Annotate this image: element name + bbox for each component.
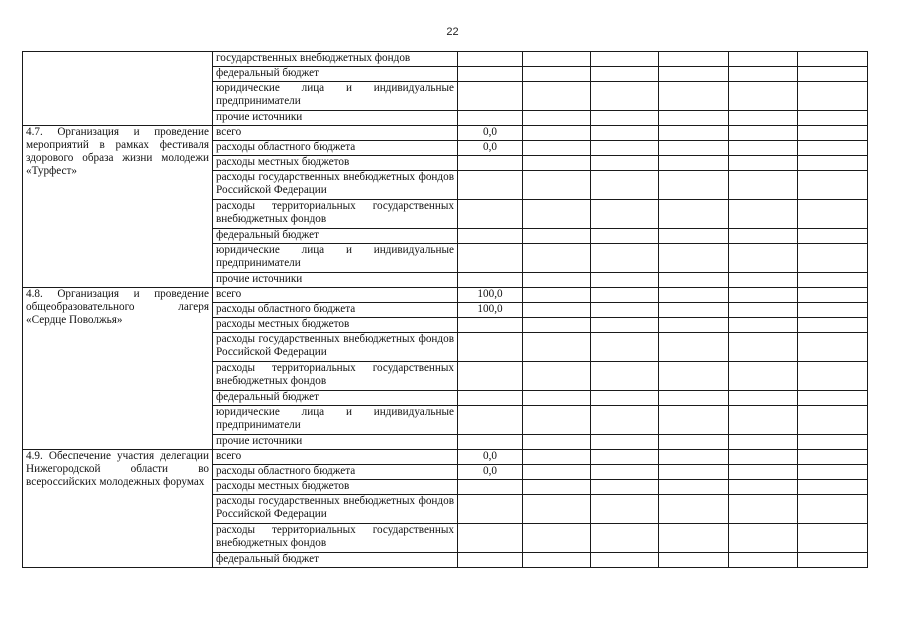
amount-cell: 0,0 [458, 465, 523, 480]
empty-cell [659, 52, 729, 67]
empty-cell [591, 435, 659, 450]
amount-cell: 0,0 [458, 141, 523, 156]
empty-cell [591, 406, 659, 435]
funding-source-cell: федеральный бюджет [213, 67, 458, 82]
empty-cell [591, 244, 659, 273]
empty-cell [798, 435, 868, 450]
amount-cell [458, 524, 523, 553]
event-name-cell: 4.8. Организация и проведение общеобразовательного лагеря «Сердце Поволжья» [23, 288, 213, 450]
empty-cell [798, 391, 868, 406]
table-row [23, 52, 868, 67]
amount-cell [458, 273, 523, 288]
empty-cell [798, 480, 868, 495]
empty-cell [659, 67, 729, 82]
table-body [23, 52, 868, 568]
empty-cell [659, 82, 729, 111]
empty-cell [659, 126, 729, 141]
empty-cell [523, 288, 591, 303]
empty-cell [729, 82, 798, 111]
amount-cell [458, 318, 523, 333]
empty-cell [729, 480, 798, 495]
empty-cell [523, 229, 591, 244]
amount-cell [458, 82, 523, 111]
empty-cell [591, 391, 659, 406]
amount-cell [458, 244, 523, 273]
empty-cell [729, 435, 798, 450]
amount-cell: 100,0 [458, 288, 523, 303]
amount-cell [458, 391, 523, 406]
empty-cell [729, 450, 798, 465]
empty-cell [523, 391, 591, 406]
empty-cell [798, 273, 868, 288]
empty-cell [798, 126, 868, 141]
empty-cell [591, 111, 659, 126]
funding-source-cell: расходы областного бюджета [213, 141, 458, 156]
empty-cell [729, 171, 798, 200]
funding-source-cell: расходы государственных внебюджетных фондов Российской Федерации [213, 333, 458, 362]
empty-cell [659, 111, 729, 126]
empty-cell [523, 82, 591, 111]
amount-cell: 0,0 [458, 450, 523, 465]
empty-cell [659, 480, 729, 495]
empty-cell [798, 495, 868, 524]
empty-cell [659, 171, 729, 200]
empty-cell [591, 67, 659, 82]
funding-source-cell: расходы территориальных государственных внебюджетных фондов [213, 200, 458, 229]
empty-cell [659, 141, 729, 156]
empty-cell [591, 303, 659, 318]
empty-cell [659, 391, 729, 406]
amount-cell [458, 480, 523, 495]
empty-cell [591, 333, 659, 362]
empty-cell [729, 495, 798, 524]
empty-cell [659, 229, 729, 244]
empty-cell [523, 200, 591, 229]
table-row [23, 288, 868, 303]
empty-cell [659, 362, 729, 391]
empty-cell [798, 244, 868, 273]
amount-cell: 0,0 [458, 126, 523, 141]
amount-cell [458, 156, 523, 171]
empty-cell [729, 156, 798, 171]
empty-cell [729, 303, 798, 318]
empty-cell [659, 318, 729, 333]
empty-cell [798, 156, 868, 171]
empty-cell [729, 52, 798, 67]
empty-cell [523, 67, 591, 82]
empty-cell [591, 480, 659, 495]
empty-cell [659, 288, 729, 303]
empty-cell [591, 553, 659, 568]
empty-cell [798, 67, 868, 82]
empty-cell [729, 288, 798, 303]
amount-cell [458, 495, 523, 524]
funding-source-cell: расходы местных бюджетов [213, 156, 458, 171]
event-name-cell [23, 52, 213, 126]
funding-source-cell: юридические лица и индивидуальные предприниматели [213, 406, 458, 435]
empty-cell [729, 465, 798, 480]
funding-source-cell: всего [213, 126, 458, 141]
empty-cell [729, 553, 798, 568]
empty-cell [591, 52, 659, 67]
funding-source-cell: всего [213, 450, 458, 465]
funding-source-cell: расходы государственных внебюджетных фондов Российской Федерации [213, 495, 458, 524]
empty-cell [729, 67, 798, 82]
empty-cell [798, 362, 868, 391]
empty-cell [729, 362, 798, 391]
empty-cell [729, 391, 798, 406]
empty-cell [659, 495, 729, 524]
empty-cell [591, 465, 659, 480]
amount-cell [458, 333, 523, 362]
funding-source-cell: юридические лица и индивидуальные предприниматели [213, 244, 458, 273]
amount-cell [458, 111, 523, 126]
funding-source-cell: федеральный бюджет [213, 391, 458, 406]
empty-cell [659, 156, 729, 171]
empty-cell [798, 465, 868, 480]
amount-cell [458, 200, 523, 229]
empty-cell [729, 406, 798, 435]
amount-cell [458, 406, 523, 435]
empty-cell [659, 244, 729, 273]
empty-cell [523, 362, 591, 391]
event-name-cell: 4.9. Обеспечение участия делегации Нижегородской области во всероссийских молодежных форумах [23, 450, 213, 568]
empty-cell [591, 450, 659, 465]
funding-source-cell: расходы областного бюджета [213, 465, 458, 480]
amount-cell [458, 435, 523, 450]
funding-source-cell: федеральный бюджет [213, 553, 458, 568]
empty-cell [523, 141, 591, 156]
empty-cell [591, 171, 659, 200]
empty-cell [591, 318, 659, 333]
empty-cell [798, 450, 868, 465]
funding-source-cell: расходы местных бюджетов [213, 318, 458, 333]
empty-cell [523, 52, 591, 67]
empty-cell [729, 244, 798, 273]
empty-cell [523, 156, 591, 171]
empty-cell [659, 406, 729, 435]
funding-source-cell: расходы государственных внебюджетных фондов Российской Федерации [213, 171, 458, 200]
empty-cell [798, 288, 868, 303]
empty-cell [591, 362, 659, 391]
empty-cell [523, 111, 591, 126]
empty-cell [659, 273, 729, 288]
empty-cell [798, 406, 868, 435]
funding-source-cell: всего [213, 288, 458, 303]
empty-cell [659, 465, 729, 480]
empty-cell [523, 244, 591, 273]
empty-cell [591, 156, 659, 171]
empty-cell [729, 229, 798, 244]
empty-cell [798, 111, 868, 126]
funding-source-cell: расходы областного бюджета [213, 303, 458, 318]
empty-cell [523, 553, 591, 568]
empty-cell [729, 126, 798, 141]
empty-cell [798, 524, 868, 553]
empty-cell [798, 333, 868, 362]
empty-cell [798, 171, 868, 200]
funding-source-cell: прочие источники [213, 273, 458, 288]
funding-source-cell: расходы территориальных государственных внебюджетных фондов [213, 524, 458, 553]
empty-cell [659, 553, 729, 568]
empty-cell [798, 52, 868, 67]
empty-cell [659, 524, 729, 553]
empty-cell [798, 82, 868, 111]
empty-cell [591, 200, 659, 229]
page-number: 22 [446, 26, 459, 38]
empty-cell [523, 273, 591, 288]
empty-cell [523, 126, 591, 141]
amount-cell [458, 362, 523, 391]
empty-cell [659, 303, 729, 318]
event-name-cell: 4.7. Организация и проведение мероприятий в рамках фестиваля здорового образа жизни молодежи «Турфест» [23, 126, 213, 288]
empty-cell [523, 480, 591, 495]
empty-cell [729, 524, 798, 553]
empty-cell [523, 303, 591, 318]
empty-cell [798, 229, 868, 244]
amount-cell [458, 52, 523, 67]
table-row [23, 126, 868, 141]
empty-cell [591, 82, 659, 111]
empty-cell [591, 288, 659, 303]
funding-source-cell: расходы территориальных государственных внебюджетных фондов [213, 362, 458, 391]
empty-cell [591, 524, 659, 553]
empty-cell [523, 495, 591, 524]
amount-cell [458, 553, 523, 568]
funding-source-cell: государственных внебюджетных фондов [213, 52, 458, 67]
empty-cell [659, 435, 729, 450]
empty-cell [659, 333, 729, 362]
empty-cell [798, 553, 868, 568]
empty-cell [523, 524, 591, 553]
empty-cell [591, 495, 659, 524]
amount-cell [458, 67, 523, 82]
funding-source-cell: расходы местных бюджетов [213, 480, 458, 495]
empty-cell [798, 318, 868, 333]
empty-cell [523, 435, 591, 450]
empty-cell [591, 141, 659, 156]
funding-source-cell: прочие источники [213, 435, 458, 450]
amount-cell: 100,0 [458, 303, 523, 318]
empty-cell [523, 465, 591, 480]
empty-cell [591, 126, 659, 141]
empty-cell [523, 318, 591, 333]
empty-cell [798, 303, 868, 318]
empty-cell [659, 200, 729, 229]
empty-cell [729, 333, 798, 362]
empty-cell [729, 200, 798, 229]
amount-cell [458, 171, 523, 200]
amount-cell [458, 229, 523, 244]
table-row [23, 450, 868, 465]
budget-table [22, 51, 868, 568]
empty-cell [729, 318, 798, 333]
funding-source-cell: юридические лица и индивидуальные предприниматели [213, 82, 458, 111]
empty-cell [523, 450, 591, 465]
empty-cell [729, 111, 798, 126]
empty-cell [729, 273, 798, 288]
empty-cell [591, 229, 659, 244]
empty-cell [729, 141, 798, 156]
empty-cell [798, 200, 868, 229]
empty-cell [798, 141, 868, 156]
empty-cell [523, 333, 591, 362]
empty-cell [523, 406, 591, 435]
empty-cell [659, 450, 729, 465]
empty-cell [523, 171, 591, 200]
funding-source-cell: федеральный бюджет [213, 229, 458, 244]
empty-cell [591, 273, 659, 288]
funding-source-cell: прочие источники [213, 111, 458, 126]
